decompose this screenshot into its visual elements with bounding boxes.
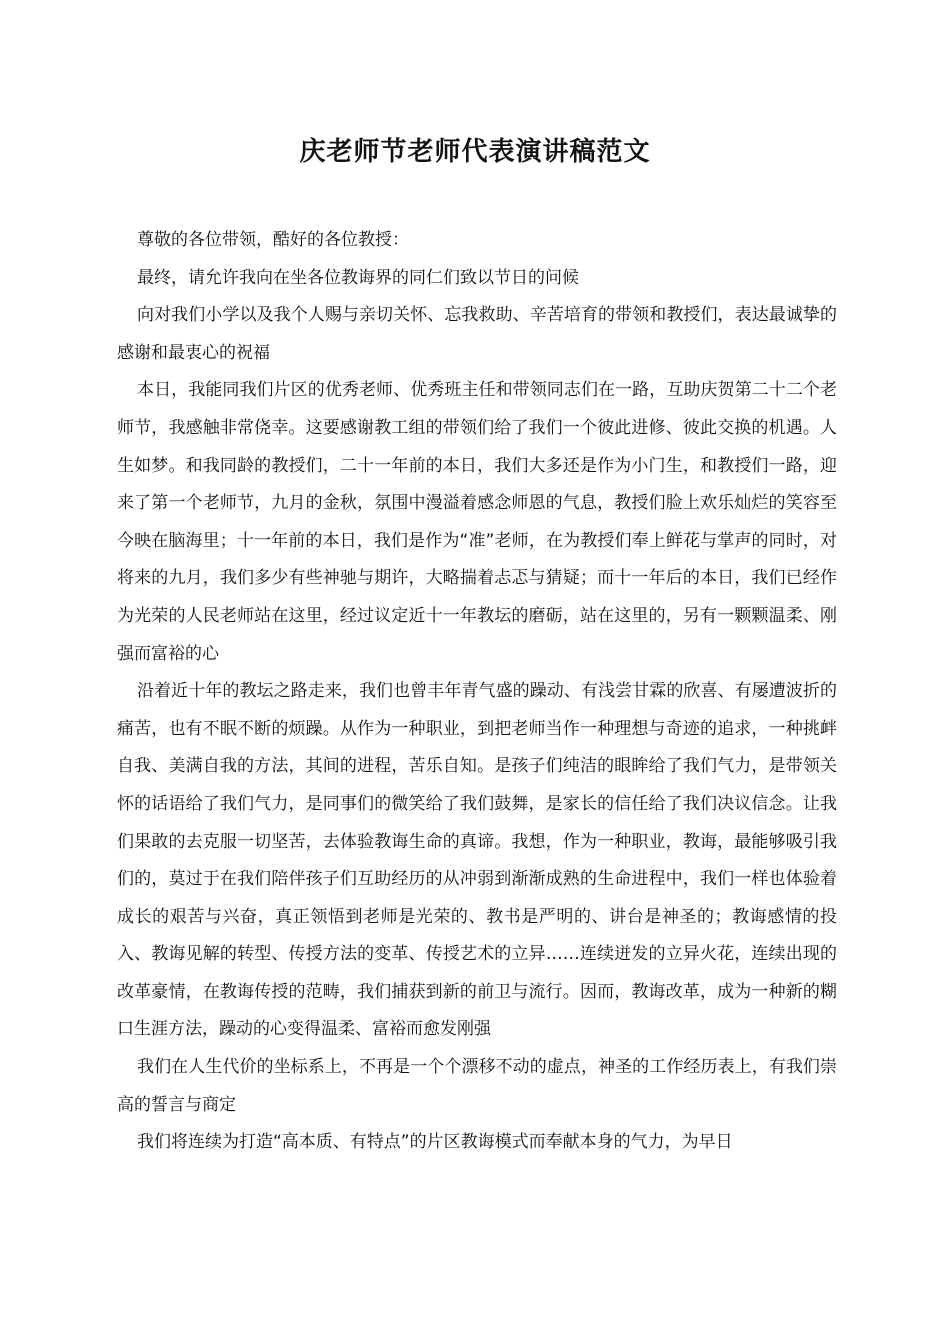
paragraph-salutation: 尊敬的各位带领，酷好的各位教授：	[137, 230, 409, 250]
paragraph-value: 我们在人生代价的坐标系上，不再是一个个漂移不动的虚点，神圣的工作经历表上，有我们崇高的誓言与商定	[117, 1057, 837, 1115]
paragraph-thanks: 向对我们小学以及我个人赐与亲切关怀、忘我救助、辛苦培育的带领和教授们，表达最诚挚的感谢和最衷心的祝福	[117, 305, 837, 363]
paragraph-today: 本日，我能同我们片区的优秀老师、优秀班主任和带领同志们在一路，互助庆贺第二十二个老师节，我感触非常侥幸。这要感谢教工组的带领们给了我们一个彼此进修、彼此交换的机遇。人生如梦。和我同龄的教授们，二十一年前的本日，我们大多还是作为小门生，和教授们一路，迎来了第一个老师节，九月的金秋，氛围中漫溢着感念师恩的气息，教授们脸上欢乐灿烂的笑容至今映在脑海里；十一年前的本日，我们是作为“准”老师，在为教授们奉上鲜花与掌声的同时，对将来的九月，我们多少有些神驰与期许，大略揣着忐忑与猜疑；而十一年后的本日，我们已经作为光荣的人民老师站在这里，经过议定近十一年教坛的磨砺，站在这里的，另有一颗颗温柔、刚强而富裕的心	[117, 380, 837, 664]
paragraph-future: 我们将连续为打造“高本质、有特点”的片区教诲模式而奉献本身的气力，为早日	[137, 1132, 733, 1153]
document-title: 庆老师节老师代表演讲稿范文	[299, 137, 651, 167]
paragraph-journey: 沿着近十年的教坛之路走来，我们也曾丰年青气盛的躁动、有浅尝甘霖的欣喜、有屡遭波折的痛苦，也有不眠不断的烦躁。从作为一种职业，到把老师当作一种理想与奇迹的追求，一种挑衅自我、美满自我的方法，其间的进程，苦乐自知。是孩子们纯洁的眼眸给了我们气力，是带领关怀的话语给了我们气力，是同事们的微笑给了我们鼓舞，是家长的信任给了我们决议信念。让我们果敢的去克服一切坚苦，去体验教诲生命的真谛。我想，作为一种职业，教诲，最能够吸引我们的，莫过于在我们陪伴孩子们互助经历的从冲弱到渐渐成熟的生命进程中，我们一样也体验着成长的艰苦与兴奋，真正领悟到老师是光荣的、教书是严明的、讲台是神圣的；教诲感情的投入、教诲见解的转型、传授方法的变革、传授艺术的立异……连续迸发的立异火花，连续出现的改革豪情，在教诲传授的范畴，我们捕获到新的前卫与流行。因而，教诲改革，成为一种新的糊口生涯方法，躁动的心变得温柔、富裕而愈发刚强	[117, 681, 837, 1040]
paragraph-greeting: 最终，请允许我向在坐各位教诲界的同仁们致以节日的问候	[137, 267, 579, 288]
document-body	[117, 222, 837, 1162]
